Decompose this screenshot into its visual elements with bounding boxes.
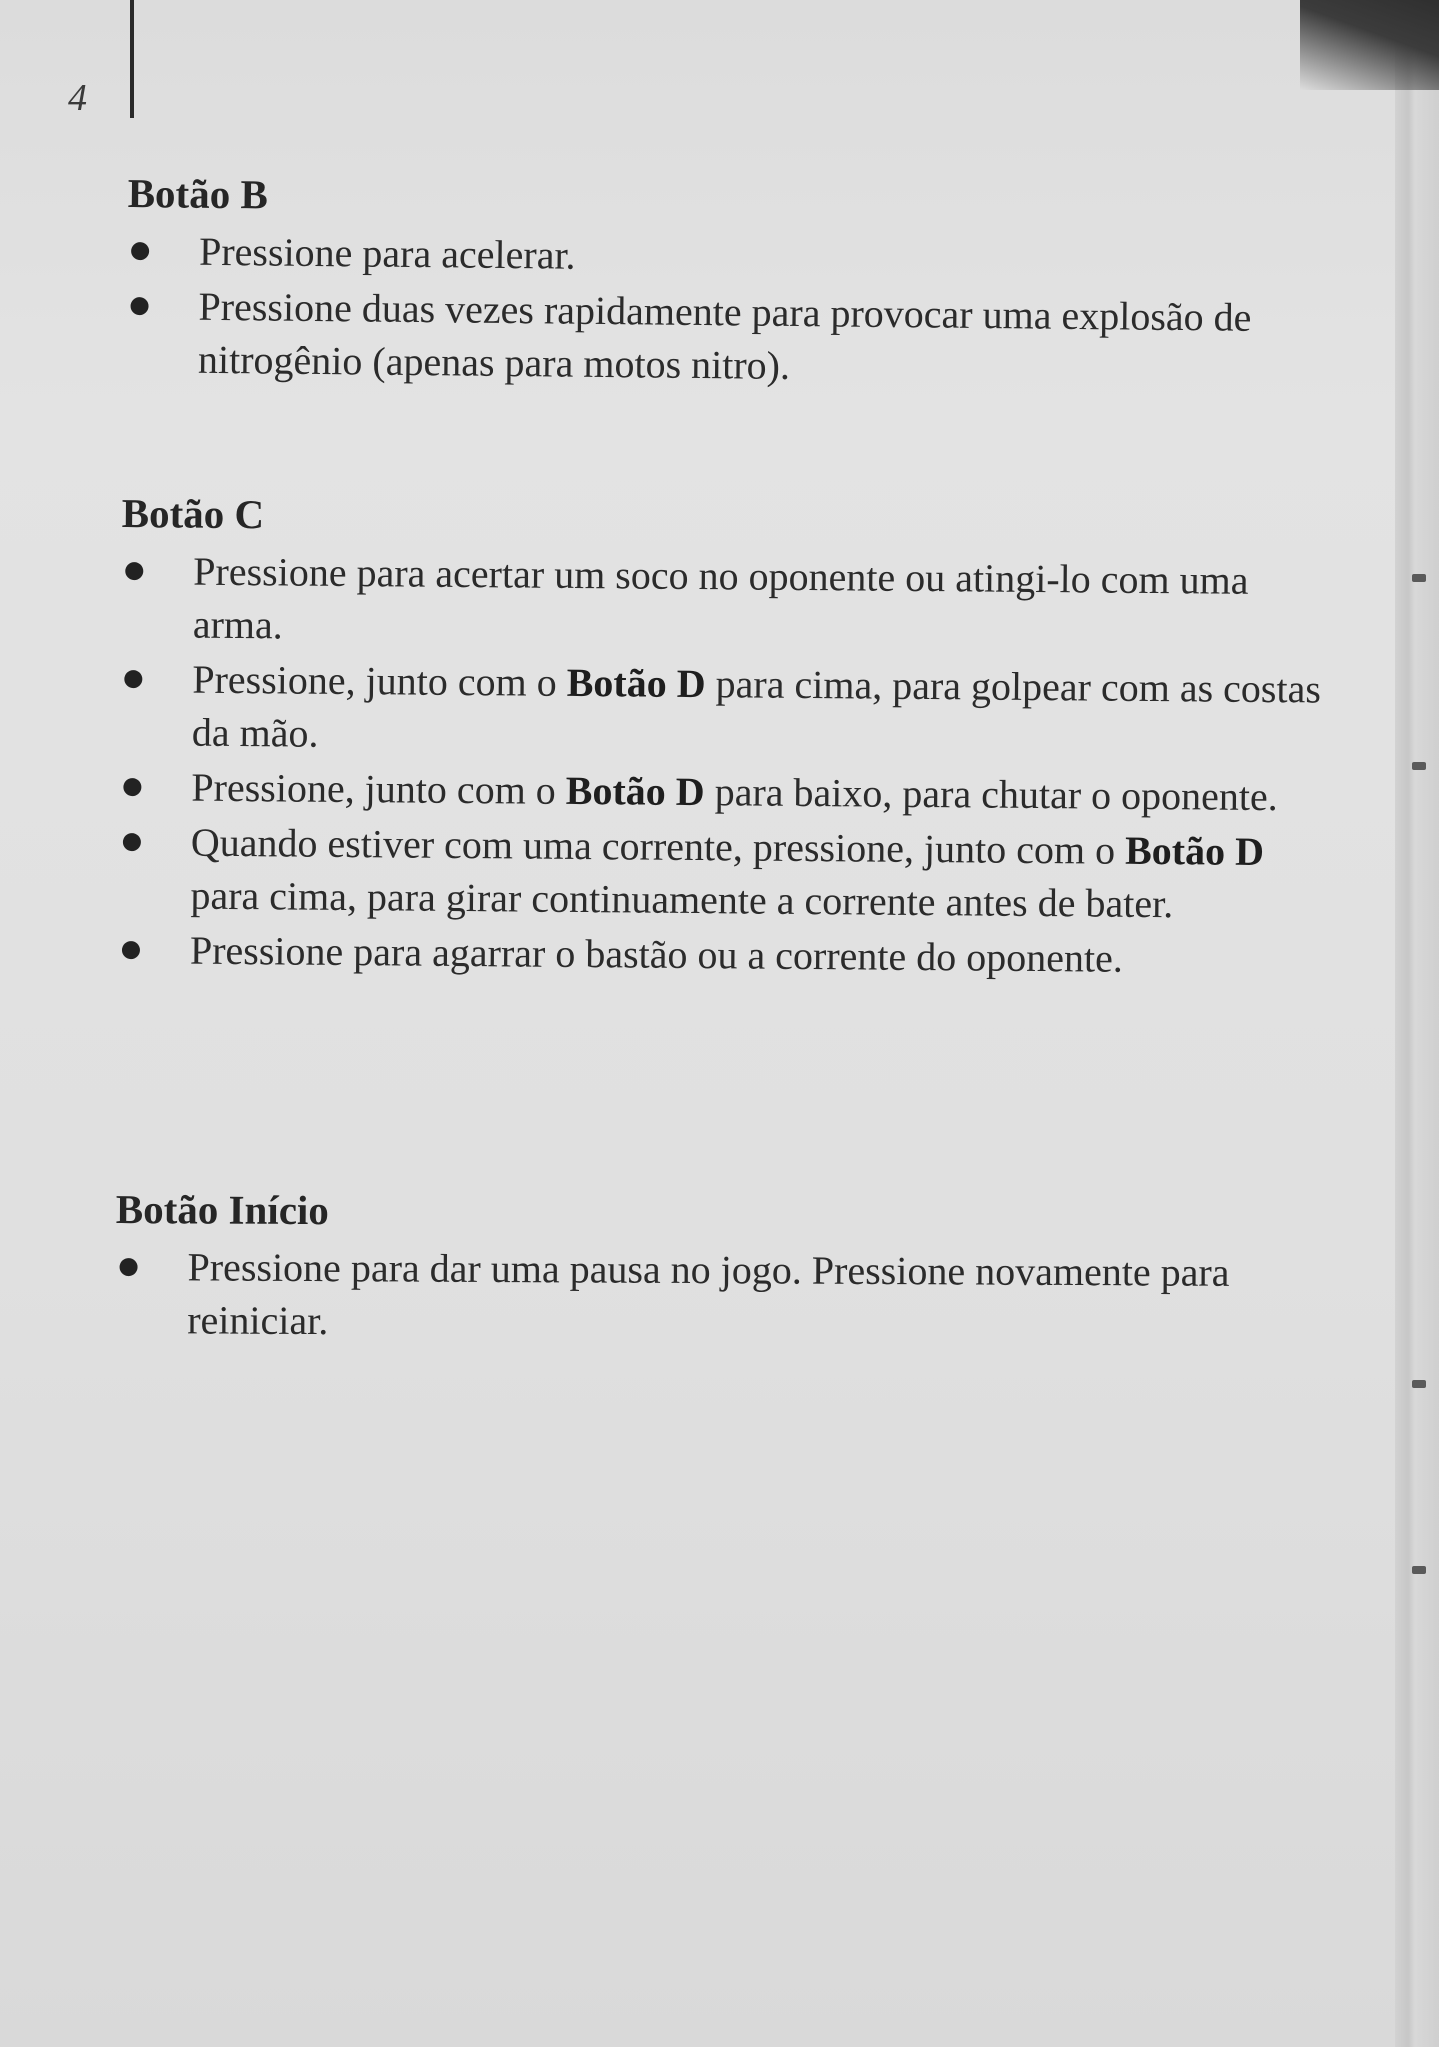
section-botao-c — [118, 488, 1337, 989]
list-item — [120, 652, 1336, 769]
section-title: Botão B — [127, 169, 269, 218]
item-text-bold: Botão D — [566, 659, 706, 707]
bullet-icon — [124, 670, 142, 688]
page-number: 4 — [68, 77, 87, 119]
item-text: Pressione para dar uma pausa no jogo. Pressione novamente para reiniciar. — [187, 1244, 1230, 1344]
binding-mark — [1412, 762, 1426, 770]
bullet-icon — [122, 941, 140, 959]
bullet-icon — [123, 778, 141, 796]
bullet-icon — [125, 562, 143, 580]
list-item — [118, 815, 1334, 932]
item-text: Pressione duas vezes rapidamente para provocar uma explosão de nitrogênio (apenas para motos nitro). — [197, 283, 1252, 388]
section-title: Botão C — [121, 489, 265, 538]
binding-mark — [1412, 1380, 1426, 1388]
section-title: Botão Início — [115, 1186, 329, 1234]
item-text-after: para cima, para golpear com as costas da mão. — [191, 661, 1322, 756]
bullet-icon — [131, 242, 149, 260]
bullet-icon — [123, 833, 141, 851]
item-text: Pressione para acertar um soco no oponente ou atingi-lo com uma arma. — [192, 548, 1249, 648]
list-item — [118, 923, 1333, 987]
section-botao-b — [126, 168, 1338, 400]
item-text-before: Quando estiver com uma corrente, pressione, junto com o — [190, 819, 1126, 873]
list-item — [115, 1240, 1331, 1352]
item-text-before: Pressione, junto com o — [191, 764, 566, 813]
bullet-list — [115, 1240, 1331, 1352]
item-text: Pressione para acelerar. — [198, 228, 576, 278]
bullet-list — [118, 544, 1337, 987]
background-corner — [1300, 0, 1439, 90]
list-item — [119, 760, 1334, 824]
list-item — [126, 279, 1337, 398]
item-text: Pressione para agarrar o bastão ou a corrente do oponente. — [189, 927, 1124, 981]
item-text-after: para cima, para girar continuamente a corrente antes de bater. — [190, 872, 1174, 927]
gutter-line — [130, 0, 134, 118]
item-text-bold: Botão D — [565, 767, 705, 815]
item-text-before: Pressione, junto com o — [192, 656, 567, 705]
binding-mark — [1412, 574, 1426, 582]
section-botao-inicio — [115, 1184, 1331, 1354]
binding-mark — [1412, 1566, 1426, 1574]
bullet-list — [126, 224, 1338, 398]
bullet-icon — [120, 1258, 138, 1276]
list-item — [121, 544, 1337, 661]
page-edge-shadow — [1395, 0, 1439, 2047]
list-item — [127, 224, 1337, 290]
item-text-bold: Botão D — [1124, 827, 1265, 874]
item-text-after: para baixo, para chutar o oponente. — [704, 769, 1278, 820]
bullet-icon — [130, 297, 148, 315]
